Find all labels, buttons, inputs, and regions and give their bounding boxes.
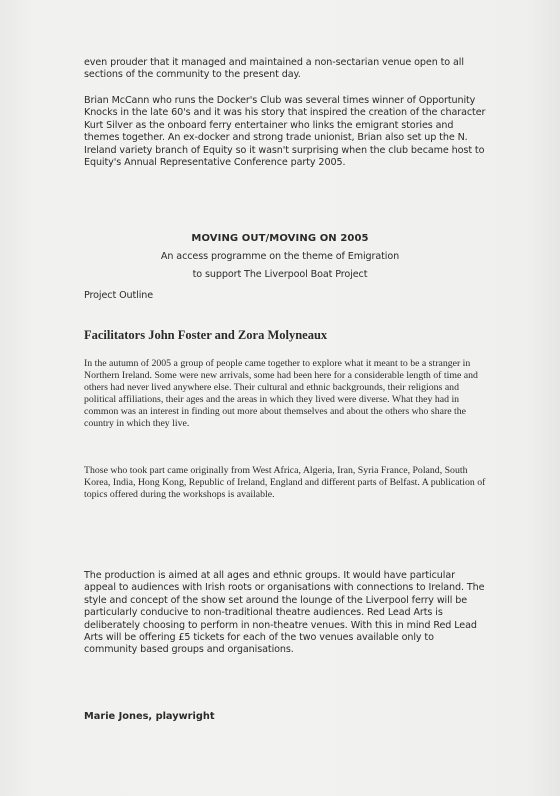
intro-paragraph-1: even prouder that it managed and maintained a non-sectarian venue open to all sections of the community to the present day. — [84, 57, 464, 81]
signature: Marie Jones, playwright — [84, 711, 215, 722]
programme-title: MOVING OUT/MOVING ON 2005 — [191, 233, 369, 244]
facilitators-paragraph-2: Those who took part came originally from West Africa, Algeria, Iran, Syria France, Poland, South Korea, India, Hong Kong, Republic of Ireland, England and different parts of Belfast. A publication of topics offered during the workshops is available. — [84, 465, 486, 500]
facilitators-paragraph-1: In the autumn of 2005 a group of people came together to explore what it meant to be a stranger in Northern Ireland. Some were new arrivals, some had been here for a considerable length of time and others had never lived anywhere else. Their cultural and ethnic backgrounds, their religions and political affiliations, their ages and the areas in which they lived were diverse. What they had in common was an interest in finding out more about themselves and about the others who share the country in which they live. — [84, 358, 478, 429]
programme-subtitle-line-2: to support The Liverpool Boat Project — [192, 269, 368, 280]
project-outline-label: Project Outline — [84, 290, 154, 301]
programme-subtitle-line-1: An access programme on the theme of Emigration — [160, 251, 400, 262]
facilitators-heading: Facilitators John Foster and Zora Molyneaux — [84, 328, 328, 342]
intro-paragraph-2: Brian McCann who runs the Docker's Club was several times winner of Opportunity Knocks in the late 60's and it was his story that inspired the creation of the character Kurt Silver as the onboard ferry entertainer who links the emigrant stories and themes together. An ex-docker and strong trade unionist, Brian also set up the N. Ireland variety branch of Equity so it wasn't surprising when the club became host to Equity's Annual Representative Conference party 2005. — [84, 95, 486, 169]
production-paragraph: The production is aimed at all ages and ethnic groups. It would have particular appeal to audiences with Irish roots or organisations with connections to Ireland. The style and concept of the show set around the lounge of the Liverpool ferry will be particularly conducive to non-traditional theatre audiences. Red Lead Arts is deliberately choosing to perform in non-theatre venues. With this in mind Red Lead Arts will be offering £5 tickets for each of the two venues available only to community based groups and organisations. — [84, 570, 485, 656]
